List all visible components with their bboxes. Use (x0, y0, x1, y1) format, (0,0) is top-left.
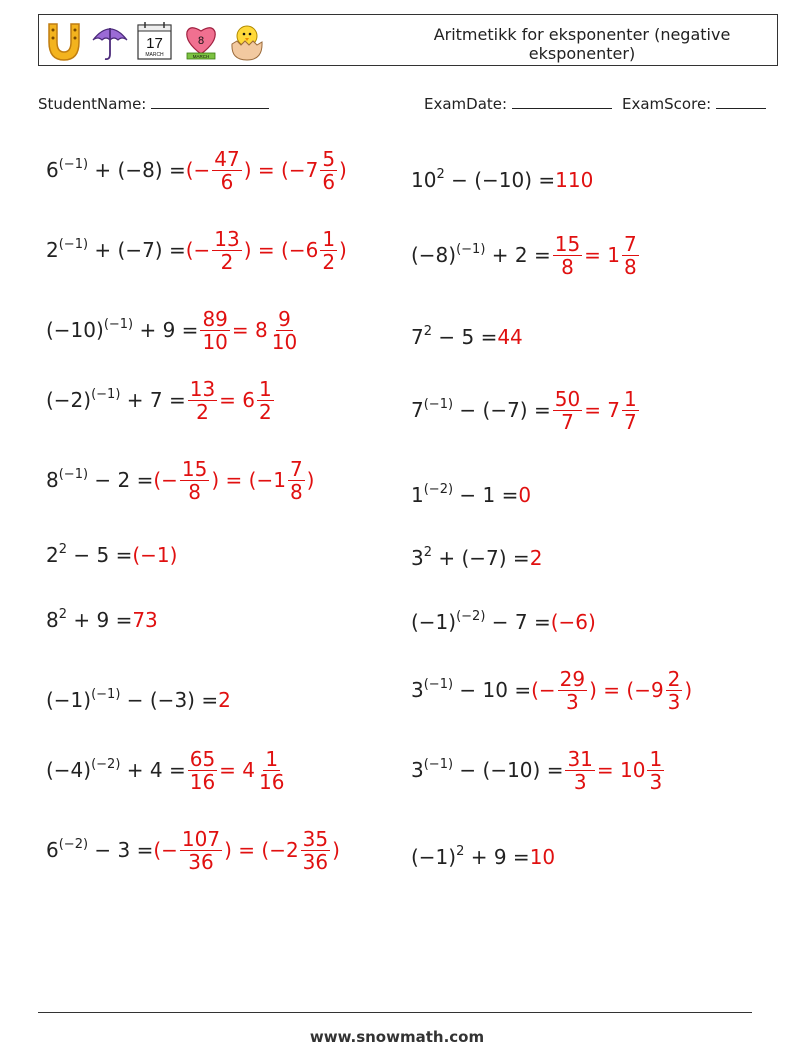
fraction (622, 388, 639, 433)
problem-base: 1 (411, 483, 424, 507)
problem-exponent: (−2) (423, 482, 454, 497)
answer-suffix: ) (332, 838, 340, 862)
problem-exponent: (−1) (423, 677, 454, 692)
problem-exponent: 2 (423, 324, 433, 339)
answer-value: 0 (518, 483, 532, 507)
fraction-numerator: 1 (259, 376, 272, 401)
problem-exponent: (−1) (58, 237, 89, 252)
fraction-denominator: 2 (322, 249, 336, 274)
problem-base: (−1) (46, 688, 92, 712)
exam-date-field[interactable] (424, 94, 612, 113)
problem-question (411, 610, 551, 634)
problem-exponent: 2 (436, 167, 445, 182)
fraction-numerator: 1 (649, 746, 663, 771)
answer-value: (−6) (550, 610, 596, 634)
problem-operation: − (−3) = (120, 688, 219, 712)
problem-answer (198, 308, 301, 353)
problem-exponent: (−1) (91, 687, 121, 702)
problem-base: (−1) (411, 845, 457, 869)
problem-answer (531, 668, 692, 713)
problem-base: 7 (411, 325, 424, 349)
fraction-numerator: 1 (624, 386, 637, 411)
fraction (212, 148, 241, 193)
fraction (565, 748, 594, 793)
problem-question (46, 318, 198, 342)
fraction (200, 308, 229, 353)
problem-answer (563, 748, 666, 793)
problem-base: 10 (411, 168, 437, 192)
problem-answer (153, 458, 314, 503)
answer-middle: ) = (−2 (224, 838, 299, 862)
answer-prefix: (− (185, 158, 211, 182)
exam-score-field[interactable] (622, 94, 766, 113)
answer-suffix: ) (339, 158, 347, 182)
heart-day: 8 (197, 35, 205, 47)
calendar-month: MARCH (145, 52, 164, 58)
problem-row (46, 308, 301, 352)
problem-question (411, 758, 563, 782)
fraction (180, 458, 209, 503)
problem-question (411, 325, 497, 349)
problem-base: 3 (411, 546, 424, 570)
answer-suffix: ) (306, 468, 315, 492)
fraction (553, 388, 582, 433)
fraction (212, 228, 241, 273)
fraction (553, 233, 582, 278)
problem-row (411, 158, 593, 202)
fraction-numerator: 13 (189, 376, 216, 401)
fraction (622, 233, 639, 278)
problem-operation: + (−8) = (88, 158, 186, 182)
problem-operation: − 5 = (67, 543, 133, 567)
problem-row (411, 748, 666, 792)
fraction-numerator: 107 (181, 826, 221, 851)
problem-question (411, 168, 555, 192)
fraction-denominator: 7 (561, 409, 574, 434)
fraction (257, 378, 274, 423)
problem-operation: − 2 = (88, 468, 154, 492)
answer-value: (−1) (132, 543, 178, 567)
problem-row (411, 315, 523, 359)
problem-row (46, 748, 288, 792)
problem-question (46, 468, 153, 492)
answer-value: 2 (529, 546, 543, 570)
answer-middle: ) = (−9 (589, 678, 664, 702)
problem-row (46, 228, 347, 272)
answer-middle: ) = (−7 (243, 158, 319, 182)
answer-middle: = 10 (596, 758, 646, 782)
chick-icon (227, 20, 267, 62)
problem-operation: − 5 = (432, 325, 498, 349)
problem-exponent: (−2) (456, 609, 486, 624)
problem-answer (530, 845, 555, 869)
problem-answer (186, 748, 289, 793)
problem-question (46, 543, 132, 567)
answer-prefix: (− (531, 678, 556, 702)
fraction-numerator: 29 (559, 666, 586, 691)
problem-answer (218, 688, 231, 712)
fraction-numerator: 15 (554, 231, 581, 256)
problem-answer (551, 233, 641, 278)
problem-row (411, 668, 692, 712)
fraction-numerator: 7 (624, 231, 637, 256)
answer-middle: = 6 (219, 388, 256, 412)
footer-url: www.snowmath.com (309, 1028, 485, 1046)
fraction-denominator: 3 (667, 689, 681, 714)
problem-row (46, 458, 314, 502)
fraction (320, 228, 337, 273)
problem-exponent: (−2) (58, 837, 89, 852)
fraction-numerator: 50 (554, 386, 581, 411)
fraction-denominator: 8 (289, 479, 303, 504)
problem-base: (−8) (411, 243, 457, 267)
heart-calendar-icon (181, 20, 221, 62)
problem-question (411, 546, 530, 570)
problem-exponent: (−1) (103, 317, 134, 332)
problem-base: 3 (411, 678, 424, 702)
problem-operation: + (−7) = (432, 546, 530, 570)
problem-base: 2 (46, 543, 59, 567)
fraction-denominator: 2 (196, 399, 209, 424)
problem-base: 8 (46, 608, 59, 632)
problem-exponent: 2 (58, 542, 68, 557)
problem-question (46, 158, 186, 182)
problem-base: 8 (46, 468, 59, 492)
worksheet-title: Aritmetikk for eksponenter (negative eksponenter) (433, 25, 731, 63)
problem-question (46, 688, 218, 712)
heart-month: MARCH (192, 54, 210, 59)
umbrella-icon (91, 20, 129, 62)
problem-exponent: (−1) (58, 467, 89, 482)
problem-exponent: 2 (456, 844, 465, 859)
student-name-field[interactable] (38, 94, 269, 113)
problem-base: 2 (46, 238, 59, 262)
answer-value: 2 (218, 688, 231, 712)
problem-exponent: (−1) (423, 397, 454, 412)
problem-operation: + 2 = (485, 243, 551, 267)
answer-prefix: (− (153, 468, 178, 492)
problem-question (411, 483, 518, 507)
problem-base: 7 (411, 398, 424, 422)
problem-answer (497, 325, 522, 349)
fraction (188, 748, 217, 793)
problem-answer (132, 543, 177, 567)
fraction-numerator: 7 (289, 456, 303, 481)
problem-row (411, 388, 641, 432)
fraction (180, 828, 222, 873)
answer-prefix: (− (153, 838, 178, 862)
answer-middle: = 4 (219, 758, 256, 782)
student-name-label: StudentName: (38, 95, 147, 113)
footer-divider (38, 1012, 752, 1013)
problem-question (46, 388, 186, 412)
fraction-numerator: 9 (278, 306, 291, 331)
problem-answer (551, 610, 596, 634)
fraction-numerator: 1 (265, 746, 279, 771)
answer-middle: = 8 (231, 318, 268, 342)
exam-date-blank[interactable] (512, 94, 612, 109)
problem-operation: − (−7) = (453, 398, 551, 422)
fraction-denominator: 36 (302, 849, 329, 874)
problem-row (46, 598, 158, 642)
problem-operation: − (−10) = (453, 758, 564, 782)
answer-value: 73 (132, 608, 158, 632)
problem-operation: + 9 = (464, 845, 530, 869)
fraction-denominator: 2 (220, 249, 234, 274)
fraction-numerator: 13 (214, 226, 240, 251)
fraction (320, 148, 337, 193)
problem-operation: − 7 = (485, 610, 551, 634)
problem-question (411, 398, 551, 422)
fraction-numerator: 31 (567, 746, 593, 771)
fraction-denominator: 3 (573, 769, 587, 794)
problem-operation: − 1 = (453, 483, 519, 507)
calendar-day: 17 (146, 35, 163, 52)
problem-operation: + 9 = (133, 318, 199, 342)
fraction-denominator: 8 (624, 254, 637, 279)
exam-score-blank[interactable] (716, 94, 766, 109)
problem-answer (518, 483, 531, 507)
icon-strip (43, 19, 267, 63)
fraction (270, 308, 299, 353)
problem-base: (−2) (46, 388, 92, 412)
fraction-denominator: 36 (188, 849, 214, 874)
problem-operation: + (−7) = (88, 238, 186, 262)
fraction-numerator: 1 (322, 226, 336, 251)
fraction-denominator: 7 (624, 409, 637, 434)
problem-answer (530, 546, 543, 570)
problem-answer (186, 148, 347, 193)
problem-question (46, 608, 132, 632)
problem-operation: − (−10) = (444, 168, 556, 192)
calendar-icon (135, 20, 175, 62)
exam-score-label: ExamScore: (622, 95, 712, 113)
problem-base: 6 (46, 838, 59, 862)
problem-row (411, 600, 596, 644)
fraction (188, 378, 217, 423)
fraction-numerator: 15 (181, 456, 208, 481)
answer-prefix: (− (185, 238, 211, 262)
exam-date-label: ExamDate: (424, 95, 508, 113)
header-box (38, 14, 778, 66)
fraction-numerator: 65 (189, 746, 216, 771)
problem-base: (−10) (46, 318, 104, 342)
fraction-numerator: 89 (202, 306, 228, 331)
answer-value: 44 (497, 325, 523, 349)
problem-question (411, 678, 531, 702)
problem-exponent: (−2) (91, 757, 121, 772)
problem-row (411, 536, 542, 580)
problem-answer (186, 378, 276, 423)
fraction-denominator: 8 (561, 254, 574, 279)
problem-operation: − 10 = (453, 678, 532, 702)
answer-value: 10 (529, 845, 556, 869)
fraction (666, 668, 683, 713)
answer-suffix: ) (684, 678, 693, 702)
problem-exponent: (−1) (423, 757, 454, 772)
fraction (301, 828, 330, 873)
problem-answer (551, 388, 641, 433)
problem-exponent: (−1) (58, 157, 89, 172)
problem-question (411, 845, 530, 869)
problem-question (46, 238, 186, 262)
answer-value: 110 (555, 168, 594, 192)
answer-middle: = 1 (584, 243, 621, 267)
fraction-denominator: 10 (271, 329, 298, 354)
fraction-denominator: 6 (322, 169, 336, 194)
problem-exponent: (−1) (456, 242, 486, 257)
problem-row (46, 378, 276, 422)
fraction-numerator: 5 (322, 146, 336, 171)
problem-question (46, 758, 186, 782)
fraction-denominator: 3 (649, 769, 663, 794)
problem-operation: − 3 = (88, 838, 154, 862)
problem-base: (−4) (46, 758, 92, 782)
problem-operation: + 7 = (120, 388, 186, 412)
problem-row (46, 148, 347, 192)
fraction-numerator: 47 (214, 146, 240, 171)
answer-suffix: ) (339, 238, 347, 262)
problem-row (46, 533, 177, 577)
fraction-denominator: 16 (189, 769, 216, 794)
fraction-denominator: 2 (259, 399, 272, 424)
problem-row (411, 835, 555, 879)
problem-answer (132, 608, 157, 632)
problem-exponent: 2 (58, 607, 68, 622)
problem-answer (153, 828, 340, 873)
answer-middle: = 7 (584, 398, 621, 422)
fraction (257, 748, 286, 793)
fraction-denominator: 10 (202, 329, 228, 354)
problem-operation: + 9 = (67, 608, 133, 632)
fraction (558, 668, 587, 713)
answer-middle: ) = (−6 (243, 238, 319, 262)
horseshoe-icon (43, 20, 85, 62)
answer-middle: ) = (−1 (211, 468, 286, 492)
problem-row (46, 678, 231, 722)
fraction (647, 748, 664, 793)
problem-answer (186, 228, 347, 273)
problem-row (411, 233, 641, 277)
problem-answer (555, 168, 593, 192)
problem-exponent: 2 (423, 545, 433, 560)
problem-base: (−1) (411, 610, 457, 634)
problem-base: 6 (46, 158, 59, 182)
problem-row (46, 828, 340, 872)
problem-question (46, 838, 153, 862)
student-name-blank[interactable] (151, 94, 269, 109)
fraction-denominator: 6 (220, 169, 234, 194)
problem-exponent: (−1) (91, 387, 121, 402)
fraction-numerator: 35 (302, 826, 329, 851)
fraction-denominator: 16 (259, 769, 285, 794)
problem-operation: + 4 = (120, 758, 186, 782)
fraction-numerator: 2 (667, 666, 681, 691)
fraction (288, 458, 305, 503)
problem-row (411, 473, 531, 517)
fraction-denominator: 3 (566, 689, 579, 714)
problem-base: 3 (411, 758, 424, 782)
fraction-denominator: 8 (188, 479, 202, 504)
problem-question (411, 243, 551, 267)
